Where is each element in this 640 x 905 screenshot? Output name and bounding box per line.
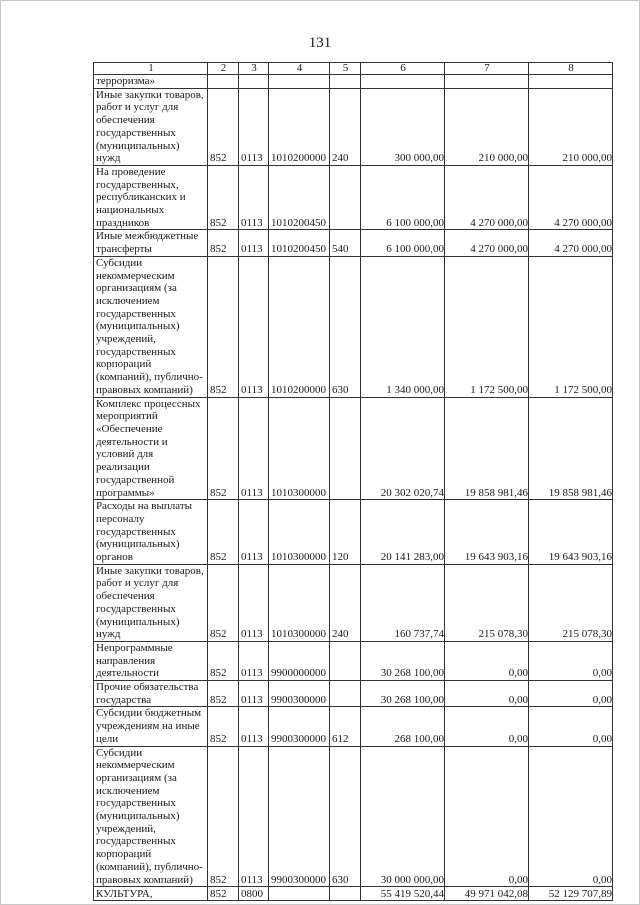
description-cell: Непрограммные направления деятельности — [94, 641, 208, 680]
expense-type-cell — [330, 887, 361, 901]
table-row — [94, 564, 613, 641]
amount-cell: 49 971 042,08 — [445, 887, 529, 901]
table-row — [94, 88, 613, 165]
description-cell: Прочие обязательства государства — [94, 681, 208, 707]
section-code-cell: 0113 — [239, 681, 269, 707]
amount-cell: 0,00 — [445, 746, 529, 887]
target-article-cell: 1010200000 — [269, 88, 330, 165]
amount-cell: 0,00 — [529, 707, 613, 746]
column-header: 6 — [361, 63, 445, 75]
table-row — [94, 746, 613, 887]
gl-code-cell: 852 — [208, 681, 239, 707]
expense-type-cell: 120 — [330, 500, 361, 565]
section-code-cell: 0113 — [239, 707, 269, 746]
gl-code-cell: 852 — [208, 707, 239, 746]
table-row — [94, 887, 613, 901]
amount-cell: 19 858 981,46 — [529, 397, 613, 500]
gl-code-cell: 852 — [208, 165, 239, 230]
target-article-cell: 1010200450 — [269, 165, 330, 230]
target-article-cell: 1010200000 — [269, 256, 330, 397]
description-cell: Комплекс процессных мероприятий «Обеспечение деятельности и условий для реализации государственной программы» — [94, 397, 208, 500]
target-article-cell: 9900000000 — [269, 641, 330, 680]
description-cell: Субсидии некоммерческим организациям (за исключением государственных (муниципальных) учреждений, государственных корпораций (компаний), публично-правовых компаний) — [94, 746, 208, 887]
table-row — [94, 707, 613, 746]
table-row — [94, 500, 613, 565]
column-header: 4 — [269, 63, 330, 75]
column-header: 1 — [94, 63, 208, 75]
budget-table — [93, 62, 613, 901]
amount-cell: 0,00 — [445, 641, 529, 680]
section-code-cell: 0113 — [239, 256, 269, 397]
amount-cell: 30 268 100,00 — [361, 641, 445, 680]
section-code-cell: 0113 — [239, 88, 269, 165]
section-code-cell: 0113 — [239, 500, 269, 565]
amount-cell: 1 172 500,00 — [529, 256, 613, 397]
amount-cell: 19 858 981,46 — [445, 397, 529, 500]
amount-cell: 6 100 000,00 — [361, 165, 445, 230]
description-cell: КУЛЬТУРА, — [94, 887, 208, 901]
expense-type-cell: 630 — [330, 256, 361, 397]
gl-code-cell: 852 — [208, 500, 239, 565]
expense-type-cell — [330, 641, 361, 680]
target-article-cell: 1010300000 — [269, 397, 330, 500]
section-code-cell: 0113 — [239, 746, 269, 887]
table-row — [94, 256, 613, 397]
amount-cell: 4 270 000,00 — [529, 230, 613, 256]
target-article-cell: 9900300000 — [269, 681, 330, 707]
gl-code-cell: 852 — [208, 887, 239, 901]
target-article-cell — [269, 887, 330, 901]
column-header: 7 — [445, 63, 529, 75]
expense-type-cell — [330, 165, 361, 230]
description-cell: Субсидии бюджетным учреждениям на иные цели — [94, 707, 208, 746]
amount-cell — [361, 75, 445, 89]
amount-cell: 4 270 000,00 — [529, 165, 613, 230]
section-code-cell: 0800 — [239, 887, 269, 901]
target-article-cell: 9900300000 — [269, 746, 330, 887]
amount-cell: 20 141 283,00 — [361, 500, 445, 565]
amount-cell: 0,00 — [529, 746, 613, 887]
table-row — [94, 681, 613, 707]
table-row — [94, 397, 613, 500]
description-cell: Расходы на выплаты персоналу государственных (муниципальных) органов — [94, 500, 208, 565]
table-row — [94, 230, 613, 256]
gl-code-cell: 852 — [208, 397, 239, 500]
description-cell: терроризма» — [94, 75, 208, 89]
amount-cell: 210 000,00 — [529, 88, 613, 165]
amount-cell: 215 078,30 — [445, 564, 529, 641]
amount-cell: 30 268 100,00 — [361, 681, 445, 707]
description-cell: Субсидии некоммерческим организациям (за исключением государственных (муниципальных) учреждений, государственных корпораций (компаний), публично-правовых компаний) — [94, 256, 208, 397]
gl-code-cell — [208, 75, 239, 89]
column-header: 2 — [208, 63, 239, 75]
description-cell: Иные межбюджетные трансферты — [94, 230, 208, 256]
amount-cell — [529, 75, 613, 89]
amount-cell — [445, 75, 529, 89]
expense-type-cell: 240 — [330, 88, 361, 165]
amount-cell: 52 129 707,89 — [529, 887, 613, 901]
description-cell: Иные закупки товаров, работ и услуг для обеспечения государственных (муниципальных) нужд — [94, 564, 208, 641]
section-code-cell: 0113 — [239, 397, 269, 500]
amount-cell: 6 100 000,00 — [361, 230, 445, 256]
expense-type-cell: 540 — [330, 230, 361, 256]
table-row — [94, 641, 613, 680]
amount-cell: 1 172 500,00 — [445, 256, 529, 397]
amount-cell: 19 643 903,16 — [529, 500, 613, 565]
target-article-cell: 1010200450 — [269, 230, 330, 256]
table-row — [94, 165, 613, 230]
section-code-cell: 0113 — [239, 230, 269, 256]
target-article-cell — [269, 75, 330, 89]
amount-cell: 20 302 020,74 — [361, 397, 445, 500]
gl-code-cell: 852 — [208, 641, 239, 680]
gl-code-cell: 852 — [208, 256, 239, 397]
table-header-row — [94, 63, 613, 75]
amount-cell: 0,00 — [445, 707, 529, 746]
target-article-cell: 9900300000 — [269, 707, 330, 746]
target-article-cell: 1010300000 — [269, 500, 330, 565]
amount-cell: 4 270 000,00 — [445, 165, 529, 230]
column-header: 8 — [529, 63, 613, 75]
target-article-cell: 1010300000 — [269, 564, 330, 641]
expense-type-cell — [330, 75, 361, 89]
amount-cell: 160 737,74 — [361, 564, 445, 641]
column-header: 5 — [330, 63, 361, 75]
expense-type-cell: 240 — [330, 564, 361, 641]
column-header: 3 — [239, 63, 269, 75]
amount-cell: 300 000,00 — [361, 88, 445, 165]
amount-cell: 0,00 — [445, 681, 529, 707]
expense-type-cell — [330, 681, 361, 707]
description-cell: На проведение государственных, республиканских и национальных праздников — [94, 165, 208, 230]
description-cell: Иные закупки товаров, работ и услуг для обеспечения государственных (муниципальных) нужд — [94, 88, 208, 165]
amount-cell: 268 100,00 — [361, 707, 445, 746]
page-number: 131 — [308, 35, 332, 51]
section-code-cell: 0113 — [239, 564, 269, 641]
amount-cell: 210 000,00 — [445, 88, 529, 165]
amount-cell: 19 643 903,16 — [445, 500, 529, 565]
expense-type-cell: 612 — [330, 707, 361, 746]
expense-type-cell: 630 — [330, 746, 361, 887]
amount-cell: 0,00 — [529, 681, 613, 707]
gl-code-cell: 852 — [208, 88, 239, 165]
amount-cell: 55 419 520,44 — [361, 887, 445, 901]
amount-cell: 215 078,30 — [529, 564, 613, 641]
amount-cell: 30 000 000,00 — [361, 746, 445, 887]
section-code-cell: 0113 — [239, 641, 269, 680]
amount-cell: 4 270 000,00 — [445, 230, 529, 256]
gl-code-cell: 852 — [208, 746, 239, 887]
section-code-cell — [239, 75, 269, 89]
section-code-cell: 0113 — [239, 165, 269, 230]
gl-code-cell: 852 — [208, 564, 239, 641]
table-row — [94, 75, 613, 89]
expense-type-cell — [330, 397, 361, 500]
gl-code-cell: 852 — [208, 230, 239, 256]
amount-cell: 0,00 — [529, 641, 613, 680]
amount-cell: 1 340 000,00 — [361, 256, 445, 397]
